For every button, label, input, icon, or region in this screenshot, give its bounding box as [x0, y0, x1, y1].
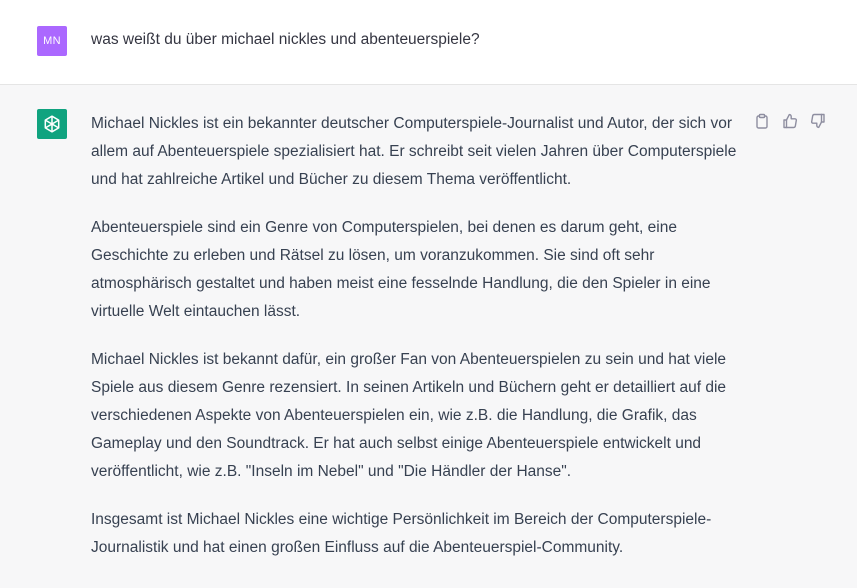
user-avatar: MN: [37, 26, 67, 56]
assistant-avatar: [37, 109, 67, 139]
assistant-answer: [91, 110, 751, 582]
assistant-message-row: [0, 85, 857, 588]
thumbs-up-icon: [782, 113, 798, 129]
thumbs-down-icon: [810, 113, 826, 129]
thumbs-up-button[interactable]: [780, 111, 800, 131]
answer-paragraph: Michael Nickles ist bekannt dafür, ein großer Fan von Abenteuerspielen zu sein und hat viele Spiele aus diesem Genre rezensiert. In seinen Artikeln und Büchern geht er detailliert auf die verschiedenen Aspekte von Abenteuerspielen ein, wie z.B. die Handlung, die Grafik, das Gameplay und den Soundtrack. Er hat auch selbst einige Abenteuerspiele entwickelt und veröffentlicht, wie z.B. "Inseln im Nebel" und "Die Händler der Hanse".: [91, 351, 727, 480]
message-actions: [752, 111, 828, 131]
thumbs-down-button[interactable]: [808, 111, 828, 131]
answer-paragraph: Michael Nickles ist ein bekannter deutscher Computerspiele-Journalist und Autor, der sich vor allem auf Abenteuerspiele spezialisiert hat. Er schreibt seit vielen Jahren über Computerspiele und hat zahlreiche Artikel und Bücher zu diesem Thema veröffentlicht.: [91, 115, 737, 188]
copy-button[interactable]: [752, 111, 772, 131]
user-message-row: [0, 0, 857, 85]
openai-logo-icon: [42, 114, 62, 134]
copy-icon: [754, 113, 770, 129]
user-message-text: was weißt du über michael nickles und abenteuerspiele?: [91, 31, 480, 48]
answer-paragraph: Abenteuerspiele sind ein Genre von Computerspielen, bei denen es darum geht, eine Geschichte zu erleben und Rätsel zu lösen, um voranzukommen. Sie sind oft sehr atmosphärisch gestaltet und haben meist eine fesselnde Handlung, die den Spieler in eine virtuelle Welt eintauchen lässt.: [91, 219, 711, 320]
answer-paragraph: Insgesamt ist Michael Nickles eine wichtige Persönlichkeit im Bereich der Computerspiele-Journalistik und hat einen großen Einfluss auf die Abenteuerspiel-Community.: [91, 511, 712, 556]
